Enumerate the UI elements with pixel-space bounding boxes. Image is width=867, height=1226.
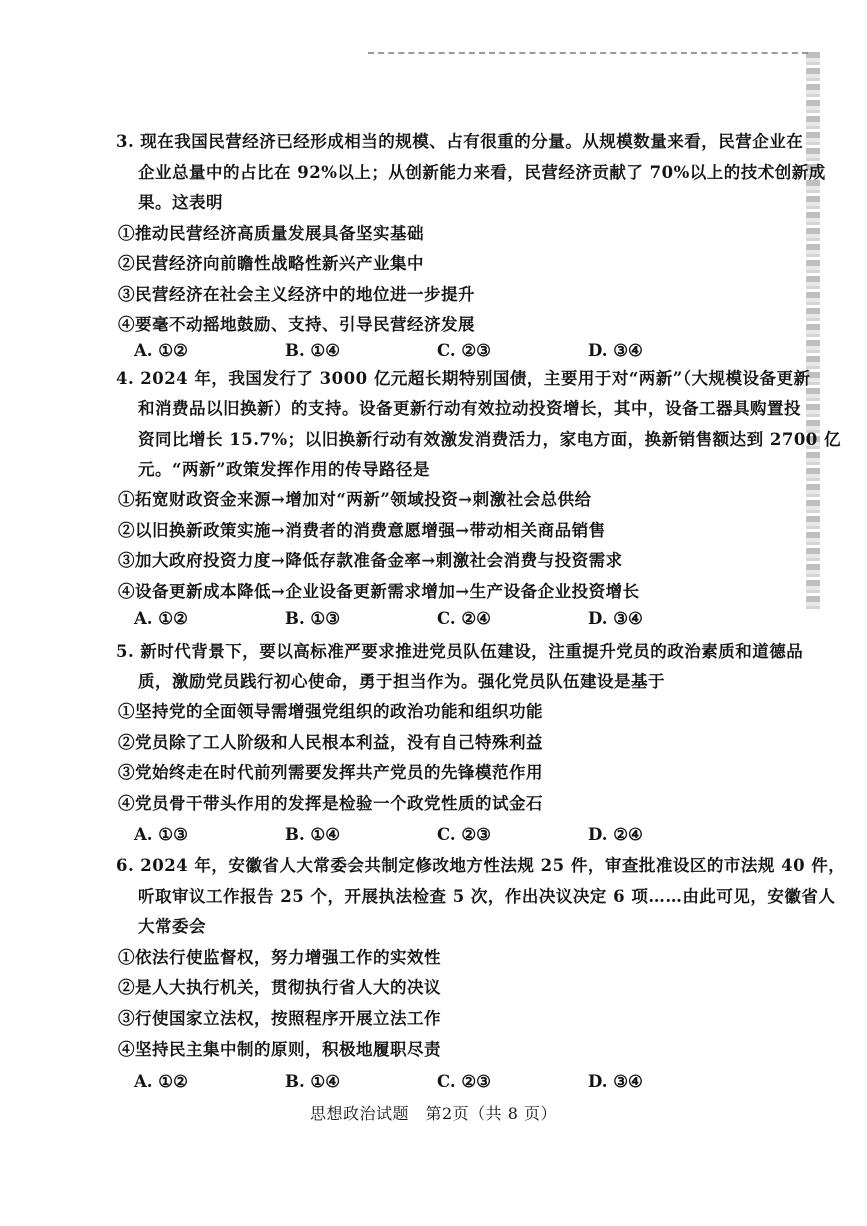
- option-c[interactable]: C. ②④: [437, 609, 491, 628]
- statement-item-2: ②以旧换新政策实施→消费者的消费意愿增强→带动相关商品销售: [118, 521, 606, 540]
- statement-item-4: ④设备更新成本降低→企业设备更新需求增加→生产设备企业投资增长: [118, 582, 640, 601]
- statement-item-3: ③行使国家立法权，按照程序开展立法工作: [118, 1009, 441, 1028]
- statement-item-4: ④坚持民主集中制的原则，积极地履职尽责: [118, 1040, 441, 1059]
- answer-options: [0, 1072, 867, 1092]
- option-a[interactable]: A. ①②: [134, 341, 188, 360]
- statement-item-1: ①依法行使监督权，努力增强工作的实效性: [118, 948, 441, 967]
- question-number: 4.: [116, 369, 135, 388]
- statement-item-2: ②民营经济向前瞻性战略性新兴产业集中: [118, 254, 424, 273]
- statement-item-4: ④党员骨干带头作用的发挥是检验一个政党性质的试金石: [118, 794, 543, 813]
- statement-item-1: ①拓宽财政资金来源→增加对“两新”领域投资→刺激社会总供给: [118, 490, 592, 509]
- option-b[interactable]: B. ①③: [285, 609, 341, 628]
- question-stem-line: 元。“两新”政策发挥作用的传导路径是: [138, 460, 430, 479]
- statement-item-2: ②是人大执行机关，贯彻执行省人大的决议: [118, 978, 441, 997]
- question-stem-line: 和消费品以旧换新）的支持。设备更新行动有效拉动投资增长，其中，设备工器具购置投: [138, 399, 801, 418]
- question-stem-line: 4. 2024 年，我国发行了 3000 亿元超长期特别国债，主要用于对“两新”（大规模设备更新: [116, 369, 811, 388]
- question-number: 3.: [116, 132, 135, 151]
- option-d[interactable]: D. ③④: [588, 1072, 643, 1091]
- option-b[interactable]: B. ①④: [285, 825, 341, 844]
- page-footer: 思想政治试题 第2页（共 8 页）: [309, 1104, 558, 1123]
- question-stem-line: 资同比增长 15.7%；以旧换新行动有效激发消费活力，家电方面，换新销售额达到 2700 亿: [138, 430, 842, 449]
- statement-item-1: ①坚持党的全面领导需增强党组织的政治功能和组织功能: [118, 702, 543, 721]
- statement-item-3: ③党始终走在时代前列需要发挥共产党员的先锋模范作用: [118, 763, 543, 782]
- statement-item-4: ④要毫不动摇地鼓励、支持、引导民营经济发展: [118, 315, 475, 334]
- question-stem-line: 6. 2024 年，安徽省人大常委会共制定修改地方性法规 25 件，审查批准设区的市法规 40 件，: [116, 856, 846, 875]
- question-stem-line: 大常委会: [138, 917, 206, 936]
- answer-options: [0, 825, 867, 845]
- option-c[interactable]: C. ②③: [437, 825, 491, 844]
- option-a[interactable]: A. ①②: [134, 609, 188, 628]
- question-stem-line: 企业总量中的占比在 92%以上；从创新能力来看，民营经济贡献了 70%以上的技术创新成: [138, 163, 826, 182]
- statement-item-3: ③民营经济在社会主义经济中的地位进一步提升: [118, 285, 475, 304]
- scan-edge-right: [806, 52, 820, 612]
- option-c[interactable]: C. ②③: [437, 1072, 491, 1091]
- option-a[interactable]: A. ①③: [134, 825, 188, 844]
- answer-options: [0, 341, 867, 361]
- option-d[interactable]: D. ③④: [588, 341, 643, 360]
- option-d[interactable]: D. ②④: [588, 825, 643, 844]
- question-stem-line: 3. 现在我国民营经济已经形成相当的规模、占有很重的分量。从规模数量来看，民营企业在: [116, 132, 804, 151]
- option-b[interactable]: B. ①④: [285, 1072, 341, 1091]
- scan-edge-top: [368, 52, 808, 54]
- statement-item-1: ①推动民营经济高质量发展具备坚实基础: [118, 224, 424, 243]
- answer-options: [0, 609, 867, 629]
- question-number: 6.: [116, 856, 135, 875]
- statement-item-3: ③加大政府投资力度→降低存款准备金率→刺激社会消费与投资需求: [118, 551, 623, 570]
- question-stem-line: 5. 新时代背景下，要以高标准严要求推进党员队伍建设，注重提升党员的政治素质和道德品: [116, 642, 804, 661]
- question-stem-line: 听取审议工作报告 25 个，开展执法检查 5 次，作出决议决定 6 项……由此可见，安徽省人: [138, 887, 836, 906]
- question-stem-line: 质，激励党员践行初心使命，勇于担当作为。强化党员队伍建设是基于: [138, 672, 665, 691]
- option-c[interactable]: C. ②③: [437, 341, 491, 360]
- question-number: 5.: [116, 642, 135, 661]
- option-b[interactable]: B. ①④: [285, 341, 341, 360]
- option-d[interactable]: D. ③④: [588, 609, 643, 628]
- option-a[interactable]: A. ①②: [134, 1072, 188, 1091]
- question-stem-line: 果。这表明: [138, 193, 223, 212]
- statement-item-2: ②党员除了工人阶级和人民根本利益，没有自己特殊利益: [118, 733, 543, 752]
